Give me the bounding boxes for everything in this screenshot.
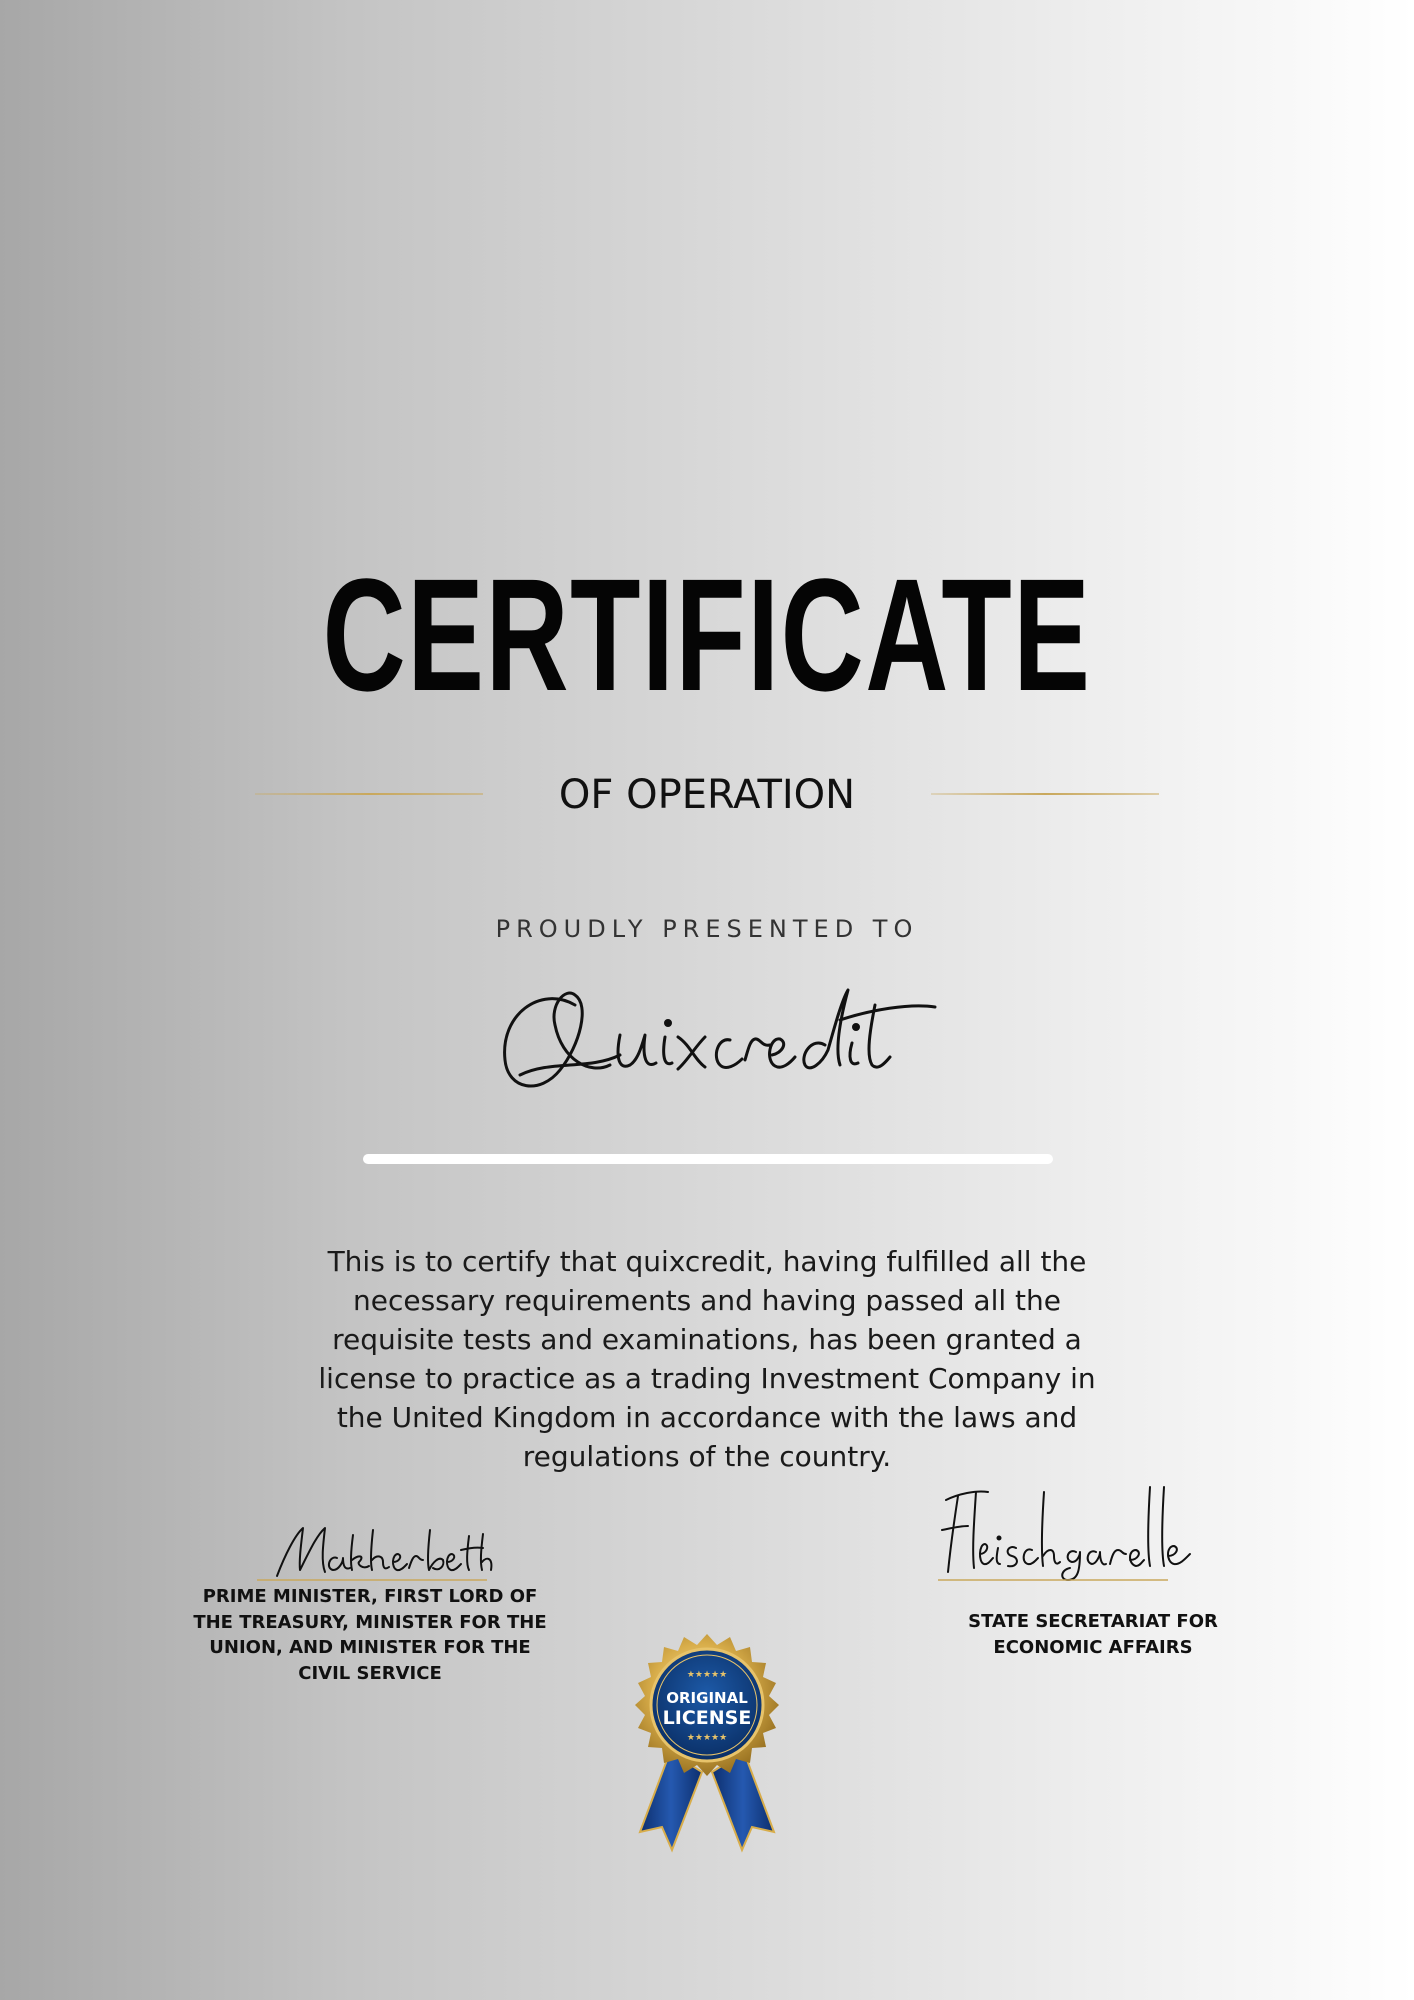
presented-to-label: PROUDLY PRESENTED TO	[495, 915, 919, 943]
gold-divider-right	[931, 793, 1159, 795]
recipient-name-script	[480, 965, 960, 1115]
signatory-role-left: PRIME MINISTER, FIRST LORD OF THE TREASURY, MINISTER FOR THE UNION, AND MINISTER FOR THE CIVIL SERVICE	[193, 1586, 547, 1684]
certificate-title: CERTIFICATE	[322, 545, 1092, 724]
seal-stars-bottom: ★★★★★	[686, 1733, 728, 1743]
recipient-underline	[363, 1154, 1053, 1164]
signature-makherbeth	[255, 1500, 495, 1590]
original-license-seal	[612, 1632, 802, 1862]
signature-fleischgarrelle	[928, 1472, 1198, 1587]
certification-statement: This is to certify that quixcredit, having fulfilled all the necessary requirements and having passed all the requisite tests and examinations, has been granted a license to practice as a trading Investment Company in the United Kingdom in accordance with the laws and regulations of the country.	[318, 1245, 1096, 1473]
certificate-subtitle: OF OPERATION	[558, 772, 856, 818]
seal-text-license: LICENSE	[662, 1707, 752, 1729]
seal-text-original: ORIGINAL	[666, 1689, 748, 1707]
seal-stars-top: ★★★★★	[686, 1670, 728, 1680]
signatory-role-right: STATE SECRETARIAT FOR ECONOMIC AFFAIRS	[968, 1611, 1218, 1658]
